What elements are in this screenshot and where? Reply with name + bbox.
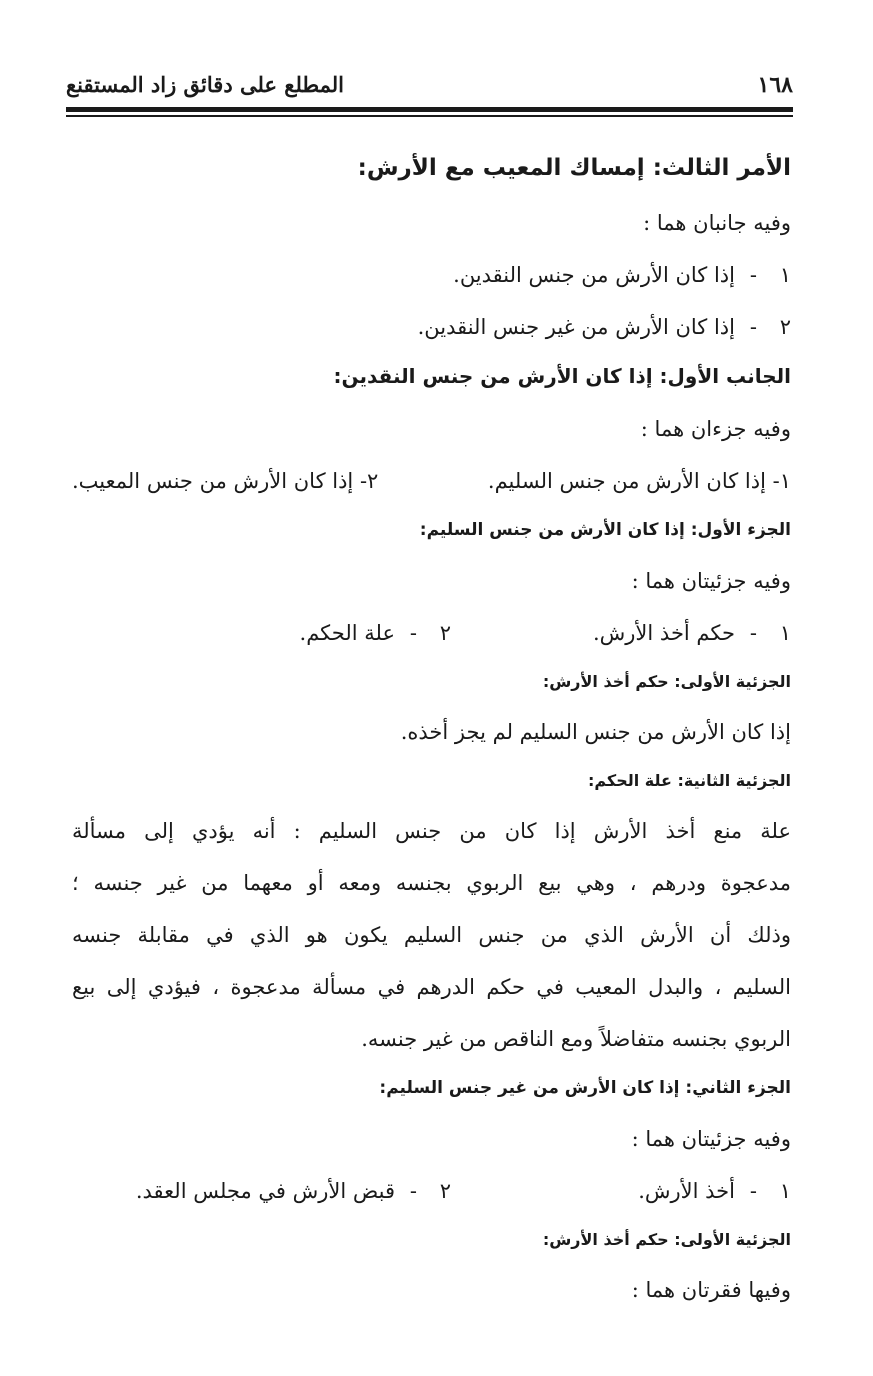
two-item-row (72, 1166, 791, 1218)
paragraph-line: الربوي بجنسه متفاضلاً ومع الناقص من غير جنسه. (361, 1027, 791, 1051)
header-rule-thick (66, 107, 793, 112)
list-item-text: حكم أخذ الأرش. (592, 621, 735, 645)
list-item-text: أخذ الأرش. (638, 1179, 735, 1203)
paragraph-line: وفيه جزءان هما : (640, 417, 791, 441)
list-item (300, 608, 451, 660)
list-item (72, 250, 791, 302)
page-body (72, 146, 791, 1317)
paragraph-line: وذلك أن الأرش الذي من جنس السليم يكون هو الذي في مقابلة جنسه (72, 923, 791, 947)
heading-third-matter: الأمر الثالث: إمساك المعيب مع الأرش: (357, 155, 791, 181)
page-number: ١٦٨ (757, 72, 793, 98)
paragraph-line: وفيه جانبان هما : (643, 211, 791, 235)
list-item (451, 1166, 791, 1218)
list-item (136, 1166, 451, 1218)
list-item-text: إذا كان الأرش من جنس النقدين. (453, 263, 735, 287)
list-item-text: قبض الأرش في مجلس العقد. (135, 1179, 395, 1203)
two-item-row (72, 608, 791, 660)
list-number: ٢ (439, 1179, 451, 1203)
heading-second-part: الجزء الثاني: إذا كان الأرش من غير جنس السليم: (379, 1078, 791, 1098)
heading-first-subpart: الجزئية الأولى: حكم أخذ الأرش: (542, 1230, 791, 1249)
list-number: ١ (779, 263, 791, 287)
list-number: ١ (779, 621, 791, 645)
heading-first-part: الجزء الأول: إذا كان الأرش من جنس السليم: (419, 520, 791, 540)
page-header (66, 70, 793, 104)
paragraph-line: وفيه جزئيتان هما : (631, 569, 791, 593)
list-dash: - (749, 621, 757, 645)
heading-second-subpart: الجزئية الثانية: علة الحكم: (587, 771, 791, 790)
paragraph-line: السليم ، والبدل المعيب في حكم الدرهم في مسألة مدعجوة ، فيؤدي إلى بيع (72, 975, 791, 999)
paragraph-line: مدعجوة ودرهم ، وهي بيع الربوي بجنسه ومعه أو معهما من غير جنسه ؛ (72, 871, 791, 895)
list-number: ٢ (779, 315, 791, 339)
list-item-text: علة الحكم. (299, 621, 395, 645)
list-dash: - (749, 263, 757, 287)
list-dash: - (409, 1179, 417, 1203)
list-item (451, 608, 791, 660)
list-number: ١ (779, 1179, 791, 1203)
paragraph-line: علة منع أخذ الأرش إذا كان من جنس السليم : أنه يؤدي إلى مسألة (72, 819, 791, 843)
heading-first-side: الجانب الأول: إذا كان الأرش من جنس النقدين: (333, 364, 791, 388)
header-rule-thin (66, 115, 793, 117)
paragraph-line: إذا كان الأرش من جنس السليم لم يجز أخذه. (400, 720, 791, 744)
list-item (72, 302, 791, 354)
list-dash: - (409, 621, 417, 645)
list-item-text: ١- إذا كان الأرش من جنس السليم. (487, 469, 791, 493)
two-item-row (72, 456, 791, 508)
list-dash: - (749, 1179, 757, 1203)
paragraph-line: وفيه جزئيتان هما : (631, 1127, 791, 1151)
list-dash: - (749, 315, 757, 339)
list-item-text: إذا كان الأرش من غير جنس النقدين. (417, 315, 735, 339)
paragraph-line: وفيها فقرتان هما : (631, 1278, 791, 1302)
list-item-text: ٢- إذا كان الأرش من جنس المعيب. (72, 469, 379, 493)
running-title: المطلع على دقائق زاد المستقنع (66, 72, 345, 97)
list-number: ٢ (439, 621, 451, 645)
heading-first-subpart: الجزئية الأولى: حكم أخذ الأرش: (542, 672, 791, 691)
